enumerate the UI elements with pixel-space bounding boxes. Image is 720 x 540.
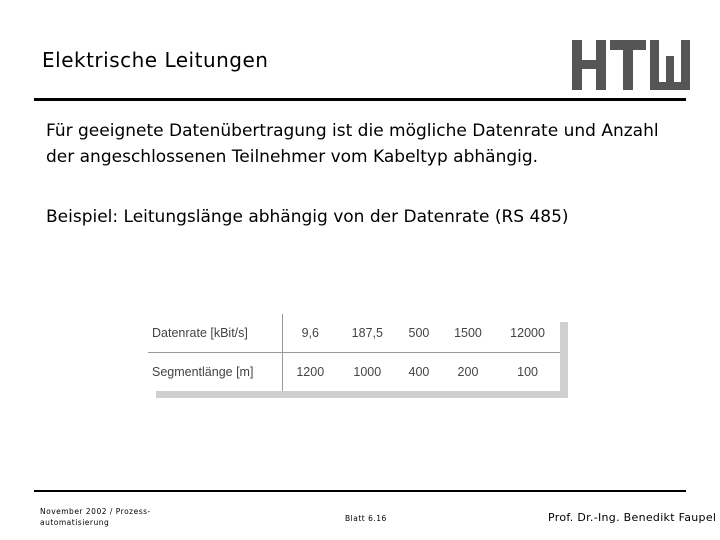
table-cell: 9,6 [283, 314, 338, 353]
htw-logo [570, 40, 692, 90]
intro-paragraph [46, 118, 659, 170]
table-row [148, 353, 560, 392]
table-cell: 1200 [296, 365, 325, 379]
table-cell: 1500 [441, 314, 495, 353]
slide-title: Elektrische Leitungen [42, 48, 269, 72]
row-label: Segmentlänge [m] [148, 353, 283, 392]
intro-line-2: der angeschlossenen Teilnehmer vom Kabeltyp abhängig. [46, 147, 539, 167]
table-cell: 100 [517, 365, 538, 379]
table-cell: 187,5 [338, 314, 398, 353]
footer-date [40, 506, 180, 528]
footer-date-line-2: automatisierung [40, 518, 110, 527]
footer-author: Prof. Dr.-Ing. Benedikt Faupel [548, 511, 717, 524]
table-cell: 500 [397, 314, 441, 353]
page-number: Blatt 6.16 [345, 514, 387, 523]
rs485-table [148, 314, 560, 391]
table-row [148, 314, 560, 353]
table-cell: 200 [457, 365, 479, 379]
example-paragraph: Beispiel: Leitungslänge abhängig von der Datenrate (RS 485) [46, 207, 569, 227]
intro-line-1: Für geeignete Datenübertragung ist die mögliche Datenrate und Anzahl [46, 121, 659, 141]
footer-date-line-1: November 2002 / Prozess- [40, 507, 151, 516]
table-cell: 400 [408, 365, 430, 379]
footer-divider [34, 490, 686, 492]
header-divider [34, 98, 686, 101]
table-cell: 12000 [495, 314, 560, 353]
row-label: Datenrate [kBit/s] [148, 314, 283, 353]
table-cell: 1000 [353, 365, 382, 379]
